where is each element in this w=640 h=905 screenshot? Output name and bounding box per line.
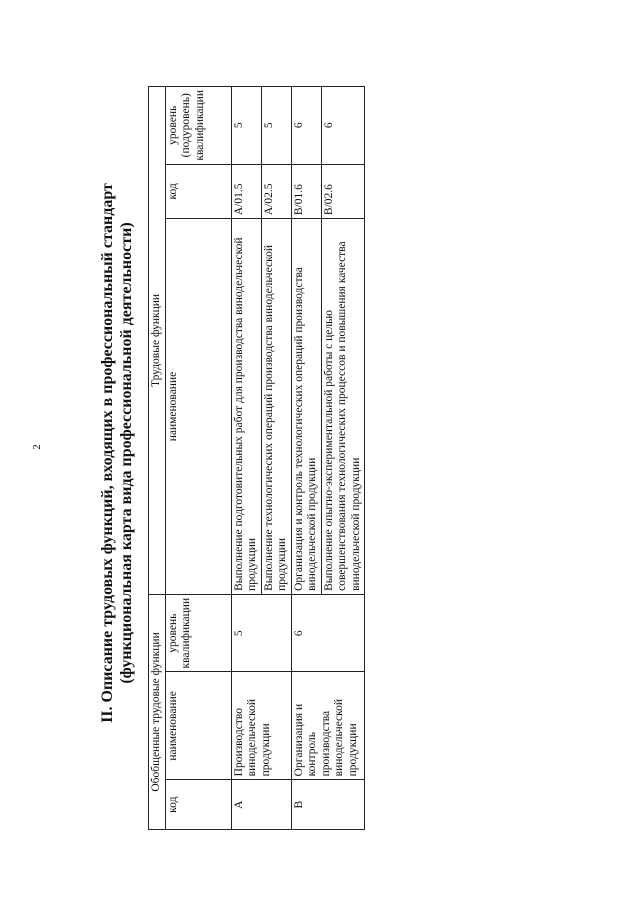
table-group-header-row [149,86,166,829]
generalized-level: 6 [291,594,365,672]
table-header-row [165,86,231,829]
function-code: A/01.5 [231,164,261,219]
generalized-code: A [231,779,291,829]
function-name: Выполнение опытно-экспериментальной работы с целью совершенствования технологических процессов и повышения качества винодельческой продукции [321,218,365,594]
rotated-content [70,68,570,838]
page-subtitle: (функциональная карта вида профессиональной деятельности) [118,221,135,684]
function-code: A/02.5 [261,164,291,219]
col-level-header: уровень квалификации [165,594,231,672]
generalized-name: Производство винодельческой продукции [231,671,291,779]
table-row [291,86,321,829]
function-name: Выполнение технологических операций производства винодельческой продукции [261,218,291,594]
table-row [231,86,261,829]
function-level: 5 [231,86,261,164]
function-code: B/01.6 [291,164,321,219]
generalized-level: 5 [231,594,291,672]
page-title: II. Описание трудовых функций, входящих в профессиональный стандарт [99,182,116,723]
function-level: 5 [261,86,291,164]
col-name-header: наименование [165,671,231,779]
group-functions-header: Трудовые функции [149,86,166,594]
functional-map-table [148,86,365,830]
page-number: 2 [30,444,43,450]
function-level: 6 [321,86,365,164]
col-code-header: код [165,779,231,829]
col-sublevel-header: уровень (подуровень) квалификации [165,86,231,164]
function-level: 6 [291,86,321,164]
heading [98,68,136,838]
col-function-code-header: код [165,164,231,219]
generalized-name: Организация и контроль производства винодельческой продукции [291,671,365,779]
function-name: Выполнение подготовительных работ для производства винодельческой продукции [231,218,261,594]
function-code: B/02.6 [321,164,365,219]
col-function-name-header: наименование [165,218,231,594]
generalized-code: B [291,779,365,829]
group-generalized-header: Обобщенные трудовые функции [149,594,166,829]
function-name: Организация и контроль технологических операций производства винодельческой продукции [291,218,321,594]
